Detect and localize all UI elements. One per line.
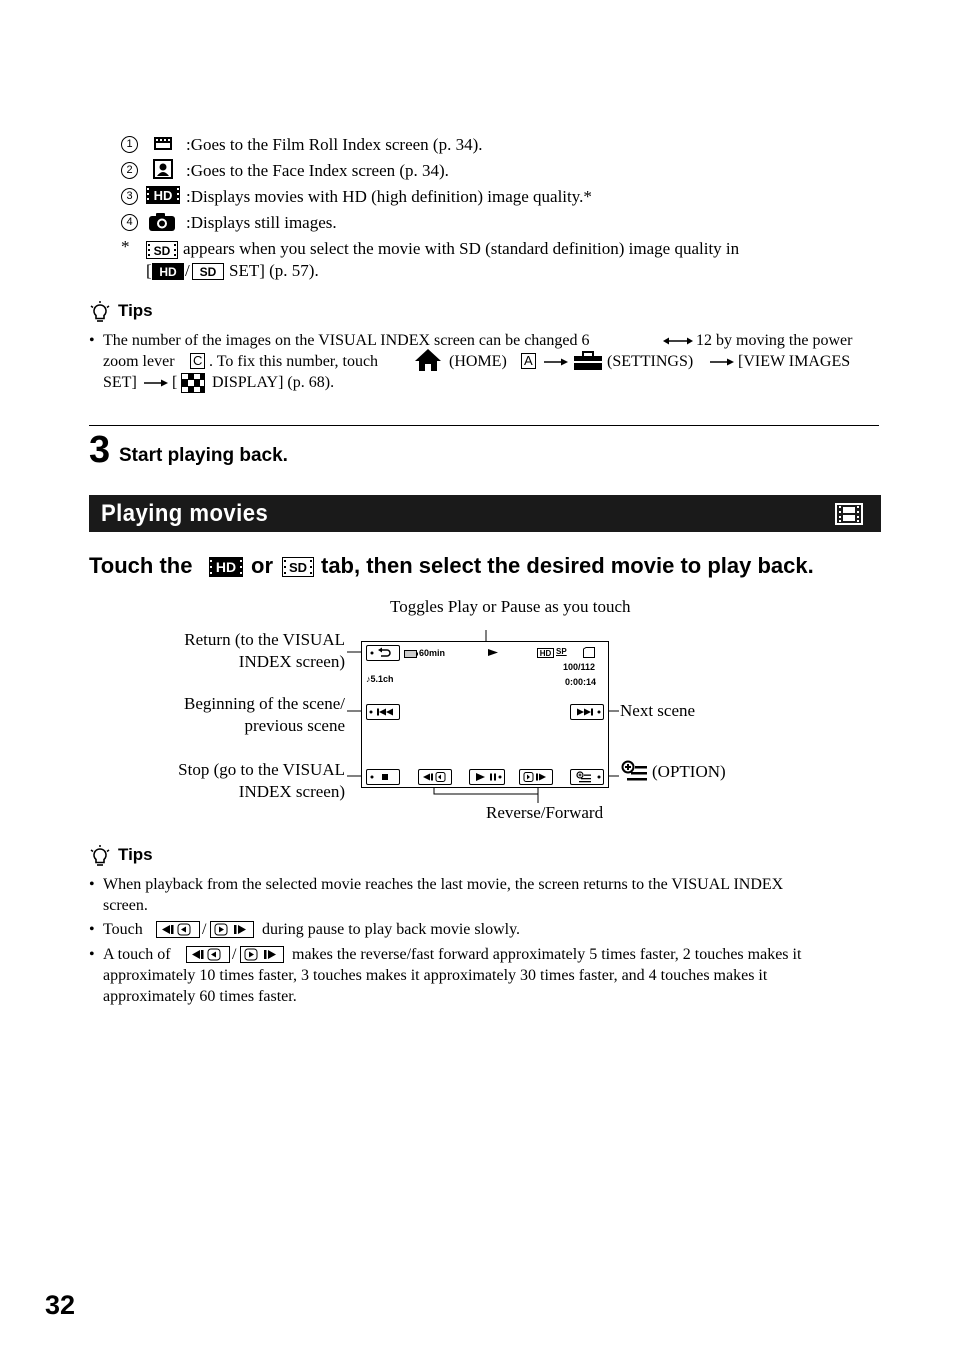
list-number: 2: [121, 162, 138, 179]
time: 0:00:14: [565, 677, 597, 687]
svg-text:HD: HD: [159, 265, 177, 279]
list-number: 3: [121, 188, 138, 205]
label-return: Return (to the VISUAL: [184, 630, 345, 649]
footnote-text: appears when you select the movie with SD (standard definition) image quality in: [183, 239, 740, 258]
page-number: 32: [45, 1290, 76, 1320]
subheading: Touch the: [89, 553, 193, 578]
tips-heading: Tips: [118, 845, 153, 864]
footnote-mark: *: [121, 237, 130, 256]
forward-fast-icon: [240, 946, 284, 963]
next-scene-button[interactable]: [570, 704, 604, 720]
list-text: :Goes to the Film Roll Index screen (p. 34).: [186, 135, 483, 154]
reverse-button[interactable]: [418, 769, 452, 785]
reverse-fast-icon: [186, 946, 230, 963]
label-stop: Stop (go to the VISUAL: [178, 760, 345, 779]
battery-time: 60min: [419, 648, 446, 658]
hd-icon: [537, 648, 554, 658]
lightbulb-icon: [89, 845, 111, 867]
next-icon: [571, 705, 603, 719]
play-status-icon: [488, 648, 498, 657]
forward-slow-icon: [210, 921, 254, 938]
tips-text: When playback from the selected movie reaches the last movie, the screen returns to the VISUAL INDEX: [103, 876, 784, 893]
previous-icon: [367, 705, 399, 719]
svg-text:SD: SD: [288, 560, 308, 575]
previous-scene-button[interactable]: [366, 704, 400, 720]
quality-label: SP: [556, 647, 567, 656]
label-toggle: Toggles Play or Pause as you touch: [390, 597, 631, 616]
list-text: :Goes to the Face Index screen (p. 34).: [186, 161, 449, 180]
forward-icon: [520, 770, 552, 784]
reverse-slow-icon: [156, 921, 200, 938]
step-number: 3: [89, 429, 111, 471]
stop-icon: [367, 770, 399, 784]
svg-text:HD: HD: [539, 649, 552, 658]
list-text: :Displays movies with HD (high definition) image quality.*: [186, 187, 592, 206]
play-pause-button[interactable]: [469, 769, 505, 785]
label-beginning: Beginning of the scene/: [184, 694, 345, 713]
play-pause-icon: [470, 770, 504, 784]
svg-text:SD: SD: [153, 244, 171, 258]
return-button[interactable]: [366, 645, 400, 661]
label-option: (OPTION): [652, 762, 726, 781]
tips-heading: Tips: [118, 301, 153, 320]
zoom-lever-label: C: [190, 353, 205, 369]
svg-text:HD: HD: [215, 559, 237, 575]
lcd-screen: [361, 641, 609, 788]
label-reverse-forward: Reverse/Forward: [486, 803, 604, 822]
home-label: A: [521, 353, 536, 369]
tips-text: The number of the images on the VISUAL INDEX screen can be changed 6: [103, 332, 590, 349]
option-icon: [571, 770, 603, 784]
media-icon: [583, 647, 595, 658]
return-icon: [367, 646, 399, 660]
list-text: :Displays still images.: [186, 213, 337, 232]
section-title: Playing movies: [101, 500, 269, 527]
counter: 100/112: [563, 662, 596, 672]
footnote-text-b: SET] (p. 57).: [229, 261, 319, 280]
reverse-icon: [419, 770, 451, 784]
svg-text:SD: SD: [199, 265, 217, 279]
list-number: 1: [121, 136, 138, 153]
label-next: Next scene: [620, 701, 696, 720]
battery-icon: [404, 650, 418, 658]
forward-button[interactable]: [519, 769, 553, 785]
stop-button[interactable]: [366, 769, 400, 785]
list-number: 4: [121, 214, 138, 231]
option-button[interactable]: [570, 769, 604, 785]
audio-format: ♪5.1ch: [366, 674, 394, 684]
step-text: Start playing back.: [119, 445, 288, 466]
svg-text:HD: HD: [153, 188, 173, 203]
